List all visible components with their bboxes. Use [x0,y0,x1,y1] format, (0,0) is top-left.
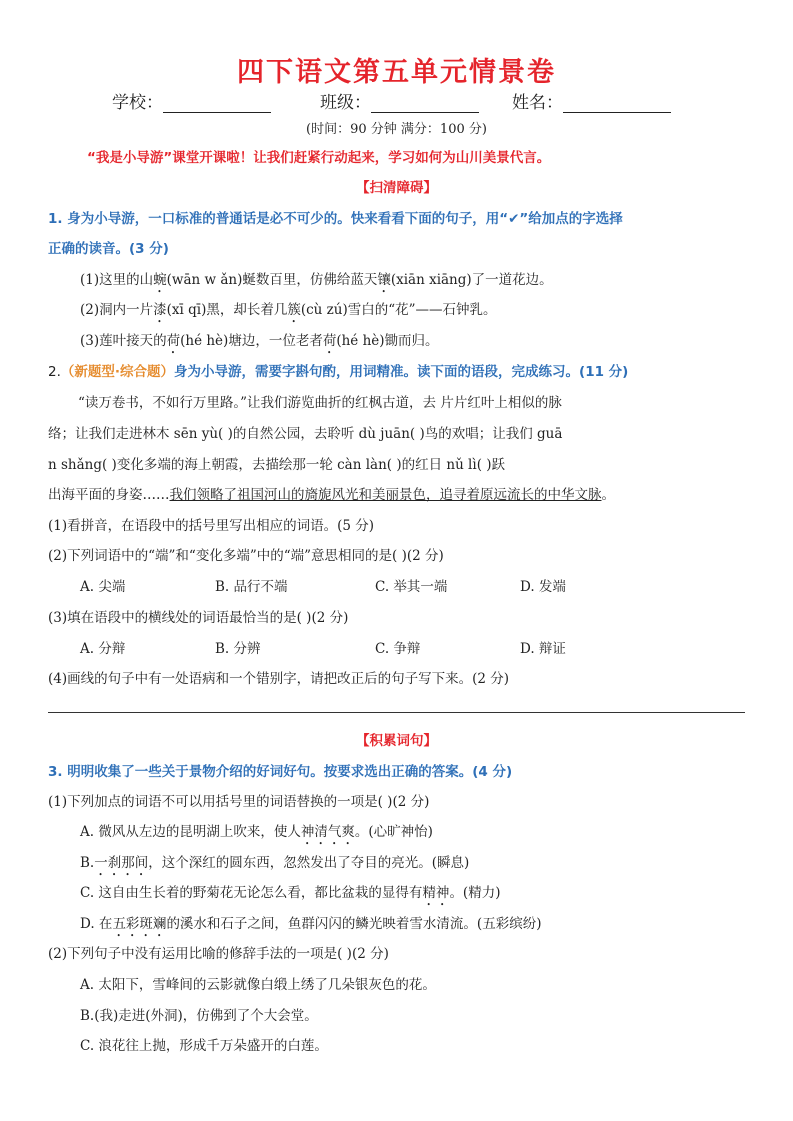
school-blank[interactable] [163,94,271,113]
q2-sub4: (4)画线的句子中有一处语病和一个错别字，请把改正后的句子写下来。(2 分) [48,671,510,687]
q3-sub2-option-c: C. 浪花往上抛，形成千万朵盛开的白莲。 [80,1038,328,1054]
dotted-word: 神清气爽 [300,824,355,840]
dotted-char: 簇 [287,302,301,318]
q2-title: 2.（新题型·综合题）身为小导游，需要字斟句酌，用词精准。读下面的语段，完成练习。(11 分) [48,364,629,380]
dotted-word: 精神 [422,885,450,901]
school-label: 学校： [112,93,163,113]
q1-sentence-2: (2)洞内一片漆(xī qī)黑，却长着几簇(cù zú)雪白的“花”——石钟乳。 [80,302,497,318]
q2-paragraph-line1: “读万卷书，不如行万里路。”让我们游览曲折的红枫古道，去 片片红叶上相似的脉 [78,395,562,411]
page-title: 四下语文第五单元情景卷 [237,57,556,88]
q2-sub2-option-b: B. 品行不端 [215,579,288,595]
q3-sub1-option-a: A. 微风从左边的昆明湖上吹来，使人神清气爽。(心旷神怡) [80,824,433,840]
time-info: (时间：90 分钟 满分：100 分) [306,122,487,137]
name-blank[interactable] [563,94,671,113]
section-heading-accumulate: 【积累词句】 [356,733,437,749]
q3-sub1-option-c: C. 这自由生长着的野菊花无论怎么看，都比盆栽的显得有精神。(精力) [80,885,501,901]
q2-paragraph-line2: 络；让我们走进林木 sēn yù( )的自然公园，去聆听 dù juān( )鸟的欢唱；让我们 guā [48,426,563,442]
class-blank[interactable] [371,94,479,113]
q3-sub1-option-d: D. 在五彩斑斓的溪水和石子之间，鱼群闪闪的鳞光映着雪水清流。(五彩缤纷) [80,916,542,932]
q1-sentence-1: (1)这里的山蜿(wān w ǎn)蜒数百里，仿佛给蓝天镶(xiān xiāng)了一道花边。 [80,272,553,288]
name-label: 姓名： [512,93,563,113]
intro-text: “我是小导游”课堂开课啦！让我们赶紧行动起来，学习如何为山川美景代言。 [87,150,551,166]
q2-sub3-option-d: D. 辩证 [520,641,566,657]
class-label: 班级： [320,93,371,113]
section-heading-clear-obstacles: 【扫清障碍】 [356,180,437,196]
q3-sub1-option-b: B.一刹那间，这个深红的圆东西，忽然发出了夺目的亮光。(瞬息) [80,855,470,871]
q3-title: 3. 明明收集了一些关于景物介绍的好词好句。按要求选出正确的答案。(4 分) [48,764,513,780]
dotted-char: 荷 [166,333,181,349]
q1-title-line1: 1. 身为小导游，一口标准的普通话是必不可少的。快来看看下面的句子，用“✔”给加点的字选择 [48,211,623,227]
class-field [320,88,479,113]
q2-paragraph-line3: n shǎng( )变化多端的海上朝霞，去描绘那一轮 càn làn( )的红日 nǔ lì( )跃 [48,457,506,473]
dotted-char: 镶 [377,272,391,288]
dotted-char: 荷 [322,333,337,349]
q2-sub1: (1)看拼音，在语段中的括号里写出相应的词语。(5 分) [48,518,375,534]
q2-sub3-option-b: B. 分辨 [215,641,261,657]
q3-sub2-option-b: B.(我)走进(外洞)，仿佛到了个大会堂。 [80,1008,318,1024]
new-question-tag: （新题型·综合题） [60,364,175,380]
answer-line[interactable] [48,712,745,713]
name-field [512,88,671,113]
school-field [112,88,271,113]
q2-sub2: (2)下列词语中的“端”和“变化多端”中的“端”意思相同的是( )(2 分) [48,548,444,564]
q2-sub3: (3)填在语段中的横线处的词语最恰当的是( )(2 分) [48,610,349,626]
dotted-char: 漆 [153,302,167,318]
q1-sentence-3: (3)莲叶接天的荷(hé hè)塘边，一位老者荷(hé hè)锄而归。 [80,333,439,349]
dotted-word: 五彩斑斓 [112,916,167,932]
q3-sub1: (1)下列加点的词语不可以用括号里的词语替换的一项是( )(2 分) [48,794,430,810]
q3-sub2: (2)下列句子中没有运用比喻的修辞手法的一项是( )(2 分) [48,946,389,962]
underlined-sentence: 我们领略了祖国河山的旖旎风光和美丽景色，追寻着原远流长的中华文脉 [169,487,602,503]
q2-sub3-option-c: C. 争辩 [375,641,421,657]
q2-sub2-option-d: D. 发端 [520,579,566,595]
dotted-char: 蜿 [153,272,167,288]
q2-paragraph-line4: 出海平面的身姿……我们领略了祖国河山的旖旎风光和美丽景色，追寻着原远流长的中华文脉。 [48,487,615,503]
q1-title-line2: 正确的读音。(3 分) [48,241,169,257]
dotted-word: 一刹那间 [94,855,149,871]
q2-sub2-option-a: A. 尖端 [80,579,126,595]
q2-sub3-option-a: A. 分辩 [80,641,126,657]
q3-sub2-option-a: A. 太阳下，雪峰间的云影就像白缎上绣了几朵银灰色的花。 [80,977,436,993]
q2-sub2-option-c: C. 举其一端 [375,579,448,595]
